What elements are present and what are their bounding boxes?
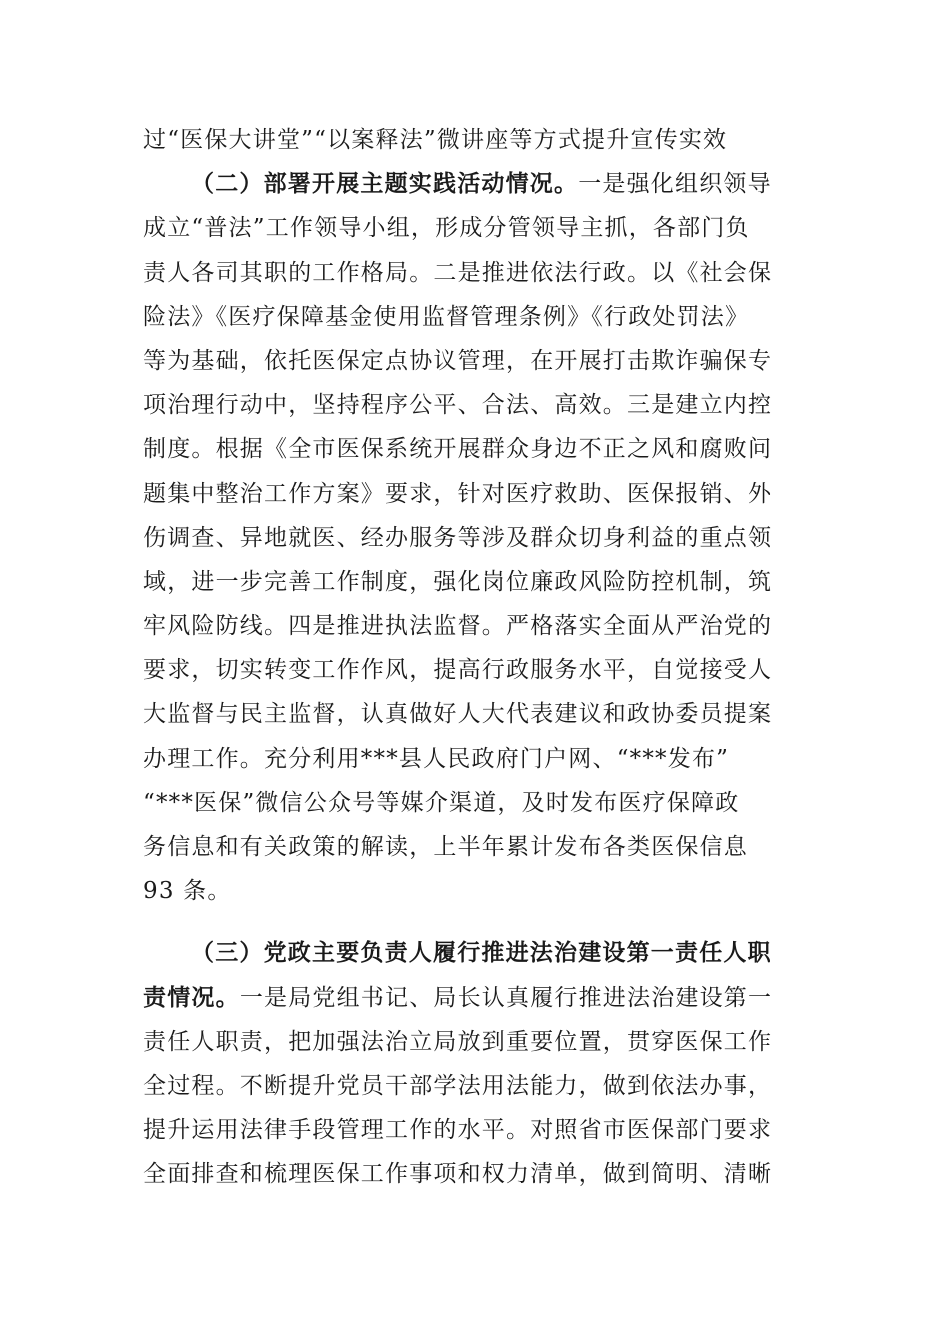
paragraph-line [143,560,813,604]
line-text: 责任人职责，把加强法治立局放到重要位置，贯穿医保工作 [143,1028,773,1055]
line-text: 务信息和有关政策的解读，上半年累计发布各类医保信息 [143,834,748,860]
line-text: 域，进一步完善工作制度，强化岗位廉政风险防控机制，筑 [143,568,773,595]
section-heading-2: （二）部署开展主题实践活动情况。 [191,170,579,198]
paragraph-line [143,427,813,471]
paragraph-line [143,869,813,913]
section-heading-2-line [143,162,813,206]
paragraph-line [143,604,813,648]
paragraph-line [143,692,813,736]
paragraph-line [143,1020,813,1064]
line-text: 牢风险防线。四是推进执法监督。严格落实全面从严治党的 [143,613,773,640]
line-text: 大监督与民主监督，认真做好人大代表建议和政协委员提案 [143,701,773,728]
line-text: 成立“普法”工作领导小组，形成分管领导主抓，各部门负 [143,215,750,242]
section-heading-3-cont: 责情况。 [143,983,240,1011]
paragraph-line [143,781,813,825]
line-text: 提升运用法律手段管理工作的水平。对照省市医保部门要求 [143,1117,773,1144]
paragraph-line [143,118,813,162]
paragraph-line [143,251,813,295]
line-text: 93 条。 [143,878,232,905]
line-text: 责人各司其职的工作格局。二是推进依法行政。以《社会保 [143,259,773,286]
line-text: 等为基础，依托医保定点协议管理，在开展打击欺诈骗保专 [143,347,773,374]
section-heading-3-line-2 [143,976,813,1020]
paragraph-line [143,1064,813,1108]
paragraph-line [143,1108,813,1152]
paragraph-line [143,648,813,692]
line-text: 办理工作。充分利用***县人民政府门户网、“***发布” [143,745,730,772]
line-text: “***医保”微信公众号等媒介渠道，及时发布医疗保障政 [143,789,740,816]
paragraph-line [143,206,813,250]
line-text: 一是强化组织领导 [578,171,772,198]
paragraph-line [143,516,813,560]
line-text: 过“医保大讲堂”“以案释法”微讲座等方式提升宣传实效 [143,127,728,153]
section-heading-3-line [143,931,813,975]
section-heading-3: （三）党政主要负责人履行推进法治建设第一责任人职 [191,939,772,967]
line-text: 一是局党组书记、局长认真履行推进法治建设第一 [239,984,773,1011]
line-text: 要求，切实转变工作作风，提高行政服务水平，自觉接受人 [143,657,773,684]
paragraph-line [143,737,813,781]
document-body [143,118,813,1197]
line-text: 项治理行动中，坚持程序公平、合法、高效。三是建立内控 [143,392,773,419]
line-text: 险法》《医疗保障基金使用监督管理条例》《行政处罚法》 [143,303,750,330]
paragraph-line [143,472,813,516]
line-text: 全面排查和梳理医保工作事项和权力清单，做到简明、清晰 [143,1161,773,1188]
line-text: 制度。根据《全市医保系统开展群众身边不正之风和腐败问 [143,436,773,463]
line-text: 伤调查、异地就医、经办服务等涉及群众切身利益的重点领 [143,524,773,551]
paragraph-line [143,825,813,869]
line-text: 全过程。不断提升党员干部学法用法能力，做到依法办事， [143,1072,773,1099]
paragraph-line [143,1152,813,1196]
line-text: 题集中整治工作方案》要求，针对医疗救助、医保报销、外 [143,480,773,507]
paragraph-line [143,383,813,427]
paragraph-line [143,295,813,339]
paragraph-gap [143,913,813,931]
paragraph-line [143,339,813,383]
